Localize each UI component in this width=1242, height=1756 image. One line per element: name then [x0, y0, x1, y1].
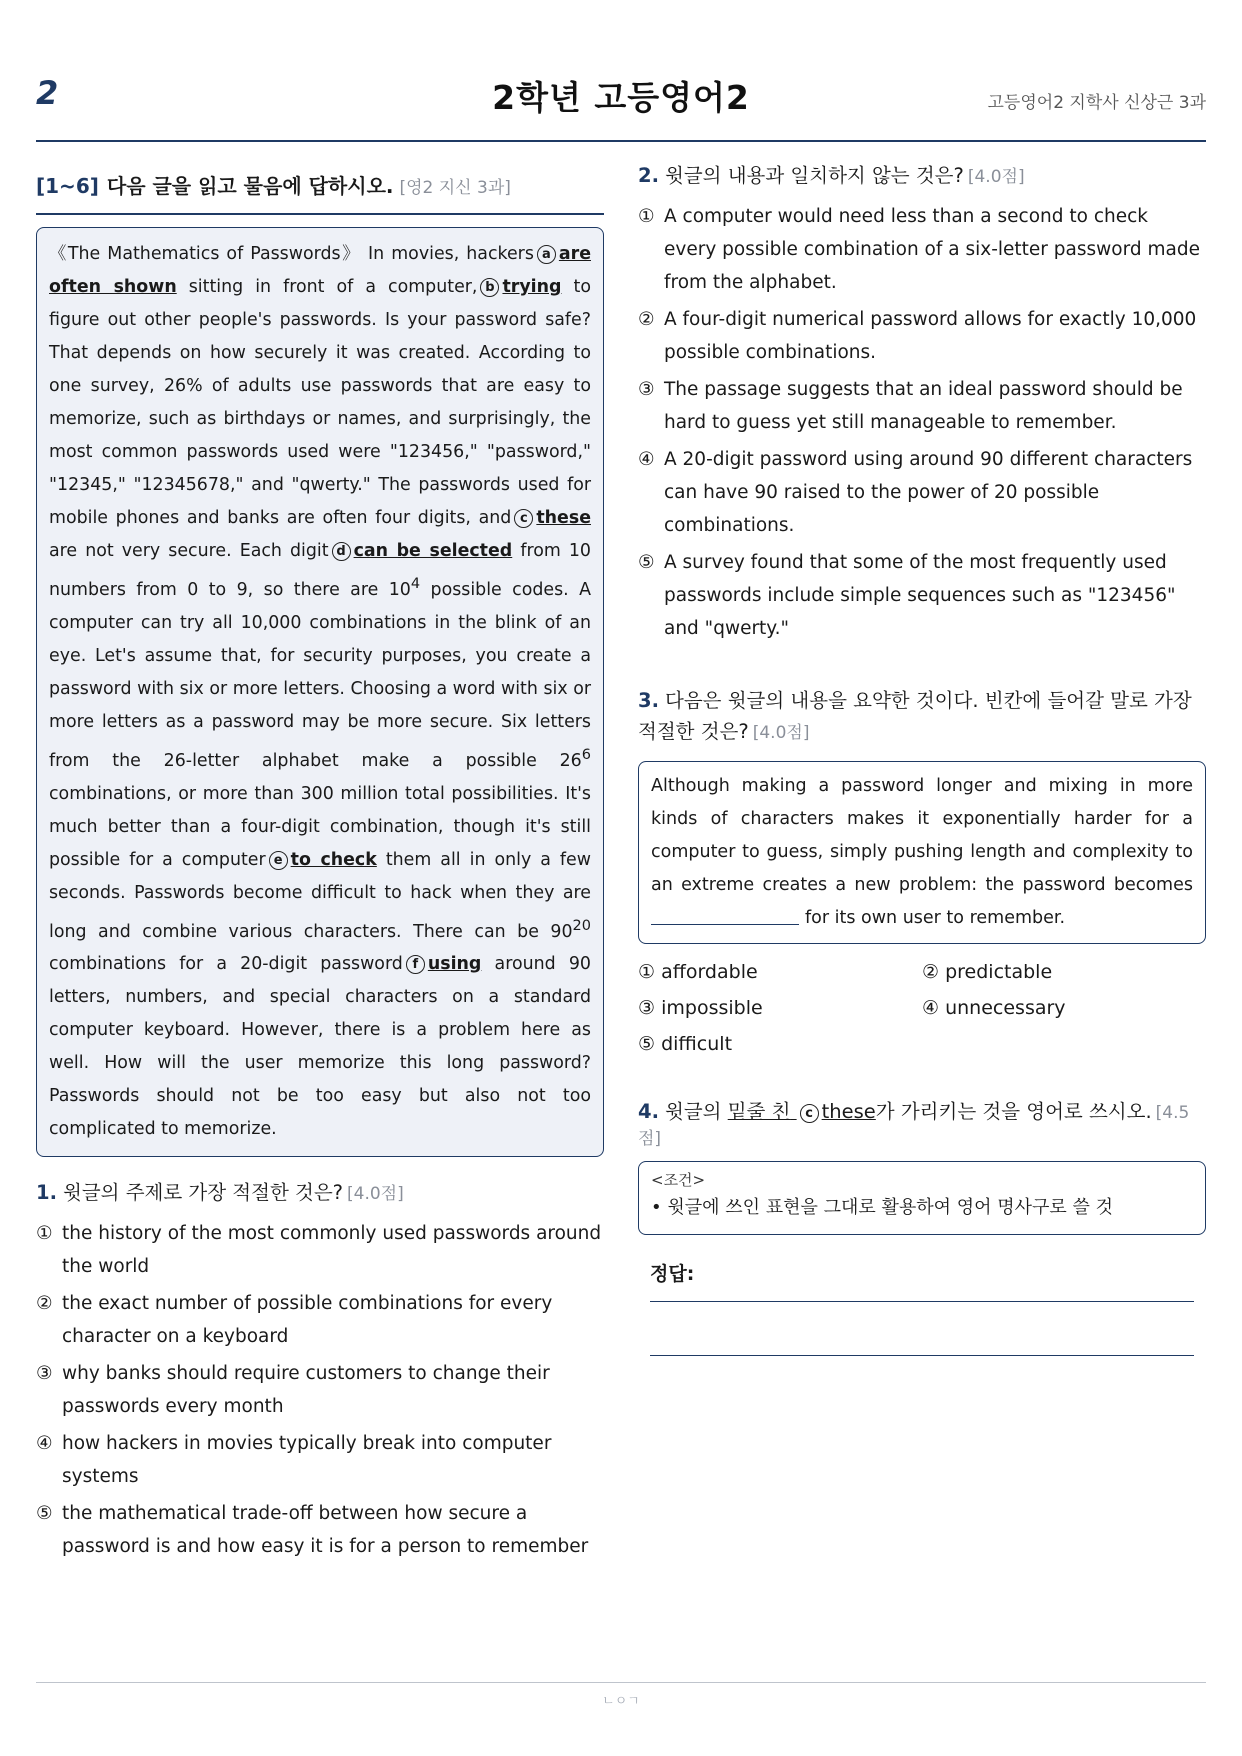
question-range: [1~6] — [36, 174, 99, 198]
option-text: A four-digit numerical password allows for exactly 10,000 possible combinations. — [664, 309, 1197, 363]
question-number: 3. — [638, 689, 659, 712]
passage-text: them all in only a few seconds. Passwords become difficult to hack when they are long and combine various characters. There can be 90 — [49, 849, 591, 942]
option-text: the history of the most commonly used passwords around the world — [62, 1223, 602, 1278]
question-number: 4. — [638, 1100, 659, 1123]
option[interactable] — [638, 303, 1206, 369]
question-4-prompt — [638, 1096, 1206, 1149]
option-text: why banks should require customers to change their passwords every month — [62, 1363, 550, 1418]
option[interactable] — [36, 1427, 604, 1493]
question-text: 윗글의 — [664, 1100, 728, 1123]
question-1-options — [36, 1217, 604, 1563]
superscript: 6 — [581, 746, 591, 763]
option-text: the exact number of possible combinations for every character on a keyboard — [62, 1293, 553, 1348]
option-mark: ③ — [36, 1363, 53, 1385]
footer-text: ㄴㅇㄱ — [602, 1694, 640, 1709]
option[interactable] — [638, 954, 922, 990]
question-2-prompt — [638, 160, 1206, 188]
question-text: 윗글의 내용과 일치하지 않는 것은? — [664, 164, 964, 187]
option-mark: ① — [36, 1223, 53, 1245]
underline-e: to check — [290, 849, 377, 870]
section-heading — [36, 170, 604, 215]
marker-b: b — [480, 278, 499, 297]
underline-b: trying — [502, 277, 562, 297]
passage-text: possible codes. A computer can try all 10,000 combinations in the blink of an eye. Let's assume that, for security purposes, you create a password with six or more letters. Choosing a word with six or more letters as a password may be more secure. Six letters from the 26-letter alphabet make a possible 26 — [49, 579, 592, 771]
option-text: A computer would need less than a second to check every possible combination of a six-letter password made from the alphabet. — [664, 206, 1200, 293]
marker-e: e — [269, 851, 288, 870]
superscript: 20 — [572, 917, 591, 934]
passage-text: combinations, or more than 300 million total possibilities. It's much better than a four-digit combination, though it's still possible for a computer — [49, 783, 591, 870]
right-column — [638, 160, 1206, 1356]
underline-a: are often shown — [49, 244, 591, 297]
superscript: 4 — [410, 576, 421, 592]
option-mark: ⑤ — [638, 552, 655, 573]
footer-divider — [36, 1682, 1206, 1683]
underlined-reference — [728, 1100, 876, 1123]
answer-label: 정답: — [650, 1263, 695, 1285]
summary-blank[interactable] — [651, 904, 799, 925]
option-mark: ⑤ — [638, 1033, 656, 1055]
question-1-prompt — [36, 1177, 604, 1205]
summary-text: for its own user to remember. — [805, 908, 1066, 928]
question-3-prompt — [638, 685, 1206, 749]
option-text: predictable — [945, 961, 1053, 983]
option-mark: ③ — [638, 997, 656, 1019]
option-mark: ④ — [36, 1433, 53, 1455]
left-column — [36, 170, 604, 1567]
answer-line[interactable] — [650, 1300, 1194, 1302]
marker-f: f — [406, 955, 425, 974]
option-mark: ④ — [922, 997, 940, 1019]
option-text: how hackers in movies typically break into computer systems — [62, 1433, 552, 1488]
marker-c: c — [800, 1104, 819, 1123]
question-2-options — [638, 200, 1206, 645]
answer-line[interactable] — [650, 1354, 1194, 1356]
reading-passage — [36, 227, 604, 1157]
page-number: 2 — [36, 74, 59, 112]
question-number: 2. — [638, 164, 659, 187]
option-text: The passage suggests that an ideal password should be hard to guess yet still manageable to remember. — [664, 379, 1183, 433]
option-mark: ① — [638, 206, 655, 227]
option[interactable] — [36, 1497, 604, 1563]
option[interactable] — [922, 990, 1206, 1026]
condition-item: • 윗글에 쓰인 표현을 그대로 활용하여 영어 명사구로 쓸 것 — [651, 1197, 1114, 1218]
page-subtitle: 고등영어2 지학사 신상근 3과 — [987, 93, 1206, 113]
passage-text: around 90 letters, numbers, and special characters on a standard computer keyboard. However, there is a problem here as well. How will the user memorize this long password? Passwords should not be too easy but also not too complicated to memorize. — [49, 954, 591, 1140]
option-text: the mathematical trade-off between how secure a password is and how easy it is for a person to remember — [62, 1503, 589, 1558]
condition-label: <조건> — [651, 1171, 706, 1189]
option[interactable] — [36, 1357, 604, 1423]
question-points: [4.0점] — [347, 1184, 404, 1205]
question-points: [4.0점] — [752, 723, 810, 743]
section-instruction: 다음 글을 읽고 물음에 답하시오. — [106, 174, 394, 198]
option-mark: ④ — [638, 449, 655, 470]
passage-text: to figure out other people's passwords. Is your password safe? That depends on how securely it was created. According to one survey, 26% of adults use passwords that are easy to memorize, such as birthdays or names, and surprisingly, the most common passwords used were "123456," "password," "12345," "12345678," and "qwerty." The passwords used for mobile phones and banks are often four digits, and — [49, 277, 591, 528]
referenced-word: these — [821, 1100, 876, 1123]
option[interactable] — [638, 546, 1206, 645]
summary-text: Although making a password longer and mixing in more kinds of characters makes it exponentially harder for a computer to guess, simply pushing length and complexity to an extreme creates a new problem: the password becomes — [651, 776, 1193, 895]
option-mark: ② — [638, 309, 655, 330]
condition-box — [638, 1161, 1206, 1235]
option-text: A survey found that some of the most frequently used passwords include simple sequences such as "123456" and "qwerty." — [664, 552, 1176, 639]
passage-text: 《The Mathematics of Passwords》 In movies, hackers — [49, 244, 534, 264]
passage-text: sitting in front of a computer, — [176, 277, 478, 297]
question-3-options — [638, 954, 1206, 1062]
marker-c: c — [514, 509, 533, 528]
option[interactable] — [922, 954, 1206, 990]
passage-text: are not very secure. Each digit — [49, 541, 329, 561]
option[interactable] — [638, 200, 1206, 299]
option-text: difficult — [661, 1033, 733, 1055]
page-header — [36, 60, 1206, 142]
option[interactable] — [638, 1026, 922, 1062]
option-mark: ② — [36, 1293, 53, 1315]
underline-c: these — [536, 508, 591, 528]
option-mark: ③ — [638, 379, 655, 400]
question-text: 가 가리키는 것을 영어로 쓰시오. — [875, 1100, 1152, 1123]
option-mark: ① — [638, 961, 656, 983]
option[interactable] — [638, 373, 1206, 439]
option[interactable] — [638, 443, 1206, 542]
question-number: 1. — [36, 1181, 57, 1205]
question-text: 다음은 윗글의 내용을 요약한 것이다. 빈칸에 들어갈 말로 가장 적절한 것은? — [638, 689, 1192, 743]
underline-d: can be selected — [353, 541, 513, 561]
question-points: [4.0점] — [967, 167, 1025, 187]
passage-text: from 10 numbers from 0 to 9, so there are 10 — [49, 541, 591, 600]
marker-a: a — [537, 245, 556, 264]
page-title: 2학년 고등영어2 — [492, 78, 750, 117]
question-text: 윗글의 주제로 가장 적절한 것은? — [62, 1181, 344, 1205]
option-text: affordable — [661, 961, 758, 983]
option-text: impossible — [661, 997, 763, 1019]
option-mark: ② — [922, 961, 940, 983]
summary-box — [638, 761, 1206, 944]
option-mark: ⑤ — [36, 1503, 53, 1525]
option[interactable] — [36, 1217, 604, 1283]
section-tag: [영2 지신 3과] — [399, 178, 511, 198]
marker-d: d — [332, 542, 351, 561]
underlined-text: 밑줄 친 — [727, 1100, 791, 1123]
question-points: [4.5점] — [638, 1103, 1190, 1149]
underline-f: using — [427, 954, 482, 975]
option-text: unnecessary — [945, 997, 1066, 1019]
passage-text: combinations for a 20-digit password — [49, 954, 403, 975]
option-text: A 20-digit password using around 90 different characters can have 90 raised to the power of 20 possible combinations. — [664, 449, 1193, 536]
option[interactable] — [36, 1287, 604, 1353]
option[interactable] — [638, 990, 922, 1026]
